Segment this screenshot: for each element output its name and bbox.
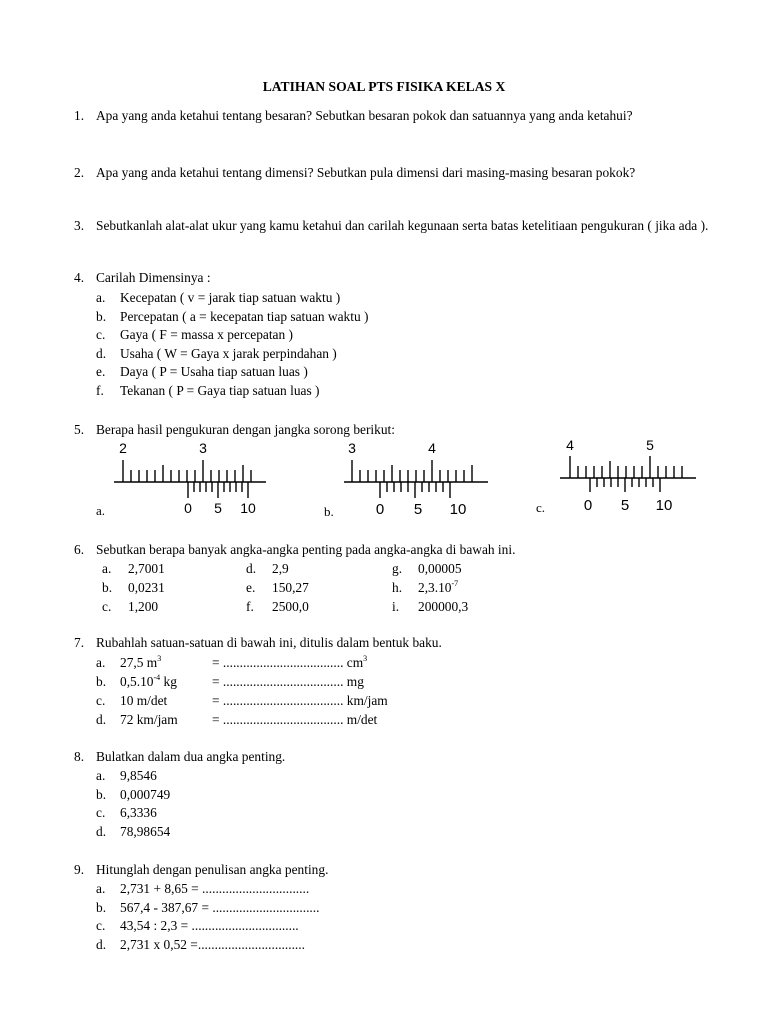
item-text: 2,3.10 — [418, 580, 452, 595]
list-item — [96, 804, 170, 823]
item-letter: i. — [392, 599, 400, 614]
item-text: 150,27 — [272, 580, 309, 595]
answer-blank — [212, 673, 364, 692]
quantity: 0,5.10 — [120, 674, 154, 689]
vernier-label: 10 — [449, 501, 467, 518]
list-item — [96, 767, 170, 786]
main-scale-label: 3 — [199, 440, 207, 456]
item-text: 2500,0 — [272, 599, 309, 614]
list-item — [246, 579, 309, 598]
list-item — [96, 308, 368, 327]
question-text: Sebutkan berapa banyak angka-angka penting pada angka-angka di bawah ini. — [96, 542, 516, 557]
conversion-row — [96, 654, 161, 673]
question-8-items — [96, 767, 170, 841]
exponent: 3 — [157, 654, 162, 663]
answer-dots: = .................................... — [212, 655, 344, 670]
list-item — [392, 560, 462, 579]
answer-blank — [212, 654, 367, 673]
item-text: 2,731 x 0,52 =................................ — [120, 936, 305, 952]
item-letter: a. — [96, 290, 106, 305]
question-3 — [74, 217, 714, 236]
question-text: Carilah Dimensinya : — [96, 270, 211, 285]
main-scale-ticks — [352, 460, 472, 482]
item-text: Tekanan ( P = Gaya tiap satuan luas ) — [120, 382, 320, 398]
exponent: -4 — [153, 673, 161, 682]
list-item — [246, 598, 309, 617]
item-letter: e. — [246, 580, 256, 595]
vernier-label: 10 — [240, 500, 256, 516]
question-number: 7. — [74, 635, 85, 650]
item-text: 0,000749 — [120, 786, 171, 802]
main-scale-ticks — [570, 456, 682, 478]
item-letter: c. — [96, 693, 106, 708]
item-text: 43,54 : 2,3 = ................................ — [120, 918, 299, 934]
question-number: 2. — [74, 165, 85, 180]
answer-blank — [212, 692, 388, 711]
question-text: Bulatkan dalam dua angka penting. — [96, 749, 286, 764]
item-letter: g. — [392, 561, 403, 576]
main-scale-label: 3 — [348, 440, 356, 456]
question-text: Sebutkanlah alat-alat ukur yang kamu ketahui dan carilah kegunaan serta batas ketelitiaan pengukuran ( jika ada ). — [96, 218, 709, 233]
main-scale-ticks — [123, 460, 251, 482]
question-8 — [74, 748, 714, 767]
item-text: Gaya ( F = massa x percepatan ) — [120, 327, 294, 343]
item-text: 567,4 - 387,67 = ................................ — [120, 899, 320, 915]
item-letter: d. — [96, 712, 107, 727]
question-2 — [74, 164, 714, 183]
caliper-label-b: b. — [324, 504, 334, 519]
item-letter: b. — [96, 786, 107, 802]
target-unit: cm — [346, 655, 364, 670]
item-text: 78,98654 — [120, 823, 171, 839]
item-text: 2,731 + 8,65 = ................................ — [120, 881, 310, 896]
exponent: 3 — [363, 654, 368, 663]
caliper-c — [556, 434, 706, 514]
item-text: 0,00005 — [418, 561, 462, 576]
item-letter: b. — [102, 580, 113, 595]
item-text: Percepatan ( a = kecepatan tiap satuan waktu ) — [120, 308, 369, 324]
quantity: 72 km/jam — [120, 712, 178, 727]
list-item — [96, 382, 368, 401]
item-letter: a. — [96, 881, 106, 896]
question-1 — [74, 107, 714, 126]
main-scale-label: 5 — [646, 437, 654, 453]
question-text: Rubahlah satuan-satuan di bawah ini, ditulis dalam bentuk baku. — [96, 635, 442, 650]
vernier-label: 10 — [655, 497, 673, 514]
list-item — [96, 326, 368, 345]
answer-dots: = .................................... — [212, 674, 344, 689]
question-text: Apa yang anda ketahui tentang besaran? Sebutkan besaran pokok dan satuannya yang anda ketahui? — [96, 108, 633, 123]
item-letter: c. — [96, 918, 106, 934]
item-text: 2,9 — [272, 561, 289, 576]
list-item — [102, 579, 165, 598]
question-number: 9. — [74, 862, 85, 877]
question-6 — [74, 541, 714, 560]
question-number: 8. — [74, 749, 85, 764]
list-item — [96, 936, 319, 955]
item-text: 2,7001 — [128, 561, 165, 576]
item-letter: d. — [246, 561, 257, 576]
item-letter: c. — [102, 599, 112, 614]
answer-dots: = .................................... — [212, 693, 344, 708]
item-text: Kecepatan ( v = jarak tiap satuan waktu ) — [120, 290, 341, 305]
page-title: LATIHAN SOAL PTS FISIKA KELAS X — [262, 79, 506, 94]
vernier-label: 0 — [184, 500, 192, 516]
vernier-label: 5 — [620, 497, 630, 514]
list-item — [96, 786, 170, 805]
quantity: 27,5 m — [120, 655, 158, 670]
question-4 — [74, 269, 714, 288]
question-7 — [74, 634, 714, 653]
question-text: Hitunglah dengan penulisan angka penting. — [96, 862, 329, 877]
question-text: Berapa hasil pengukuran dengan jangka sorong berikut: — [96, 422, 395, 437]
quantity: 10 m/det — [120, 693, 168, 708]
item-letter: a. — [96, 768, 106, 783]
question-number: 6. — [74, 542, 85, 557]
answer-dots: = .................................... — [212, 712, 344, 727]
item-letter: c. — [96, 805, 106, 821]
quantity-unit: kg — [160, 674, 177, 689]
answer-blank — [212, 711, 377, 730]
item-letter: a. — [102, 561, 112, 576]
vernier-label: 5 — [413, 501, 423, 518]
vernier-label: 0 — [375, 501, 385, 518]
list-item — [96, 345, 368, 364]
item-letter: b. — [96, 308, 107, 324]
item-text: 9,8546 — [120, 768, 157, 783]
conversion-row — [96, 711, 178, 730]
list-item — [392, 579, 458, 598]
item-text: 0,0231 — [128, 580, 165, 595]
item-text: Usaha ( W = Gaya x jarak perpindahan ) — [120, 345, 337, 361]
list-item — [96, 823, 170, 842]
question-text: Apa yang anda ketahui tentang dimensi? Sebutkan pula dimensi dari masing-masing besaran pokok? — [96, 165, 636, 180]
question-9 — [74, 861, 714, 880]
question-number: 3. — [74, 218, 85, 233]
list-item — [96, 363, 368, 382]
caliper-label-a: a. — [96, 503, 106, 518]
item-letter: b. — [96, 899, 107, 915]
item-letter: c. — [96, 327, 106, 343]
question-number: 5. — [74, 422, 85, 437]
main-scale-label: 4 — [566, 437, 574, 453]
list-item — [102, 598, 158, 617]
vernier-scale-ticks — [590, 478, 660, 492]
list-item — [392, 598, 468, 617]
target-unit: mg — [346, 674, 364, 689]
caliper-a — [110, 438, 270, 518]
conversion-row — [96, 673, 177, 692]
item-letter: e. — [96, 364, 106, 380]
list-item — [96, 880, 319, 899]
list-item — [96, 899, 319, 918]
item-letter: f. — [246, 599, 254, 614]
vernier-label: 5 — [214, 500, 222, 516]
question-number: 4. — [74, 270, 85, 285]
item-text: 200000,3 — [418, 599, 469, 614]
target-unit: m/det — [346, 712, 378, 727]
vernier-scale-ticks — [188, 482, 248, 498]
item-text: 6,3336 — [120, 805, 157, 821]
list-item — [246, 560, 289, 579]
caliper-b — [338, 438, 498, 518]
question-4-items — [96, 289, 368, 401]
item-letter: d. — [96, 823, 107, 839]
item-text: Daya ( P = Usaha tiap satuan luas ) — [120, 364, 308, 380]
main-scale-label: 4 — [428, 440, 436, 456]
main-scale-label: 2 — [119, 440, 127, 456]
item-letter: h. — [392, 580, 403, 595]
vernier-label: 0 — [583, 497, 593, 514]
item-letter: d. — [96, 936, 107, 952]
vernier-scale-ticks — [380, 482, 450, 498]
item-letter: f. — [96, 382, 104, 398]
list-item — [96, 289, 368, 308]
question-number: 1. — [74, 108, 85, 123]
exponent: -7 — [451, 579, 459, 588]
list-item — [96, 917, 319, 936]
list-item — [102, 560, 165, 579]
target-unit: km/jam — [346, 693, 388, 708]
item-text: 1,200 — [128, 599, 159, 614]
item-letter: b. — [96, 674, 107, 689]
item-letter: d. — [96, 345, 107, 361]
question-9-items — [96, 880, 319, 954]
caliper-label-c: c. — [536, 500, 546, 515]
item-letter: a. — [96, 655, 106, 670]
conversion-row — [96, 692, 167, 711]
